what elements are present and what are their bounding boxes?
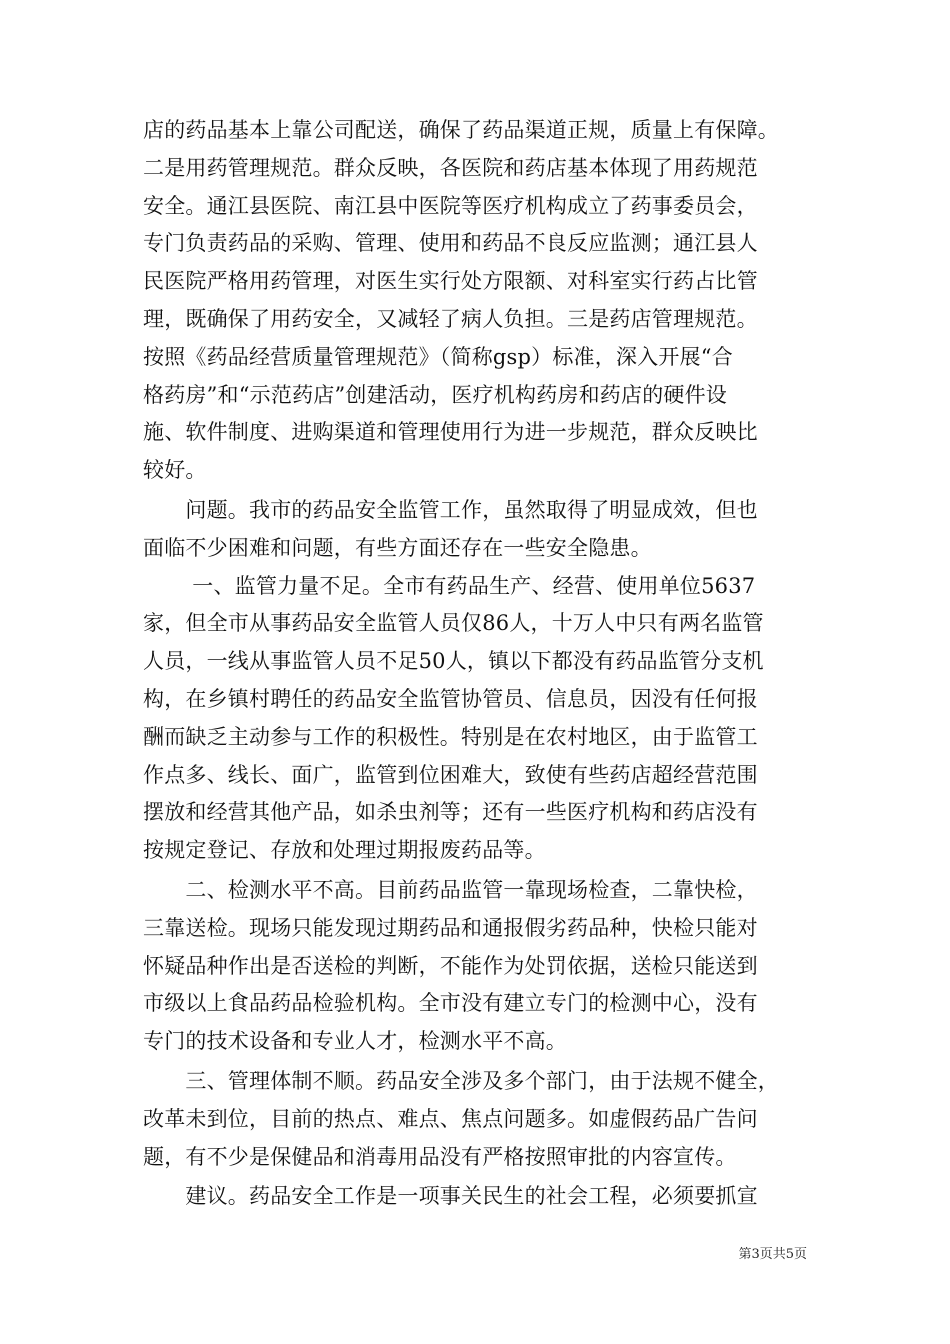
text-line: 家，但全市从事药品安全监管人员仅86人，十万人中只有两名监管 (143, 611, 764, 636)
page-number: 第3页共5页 (738, 1247, 807, 1262)
text-line: 格药房”和“示范药店”创建活动，医疗机构药房和药店的硬件设 (143, 382, 728, 407)
paragraph-testing-level (143, 872, 807, 1061)
text-line: 专门负责药品的采购、管理、使用和药品不良反应监测；通江县人 (143, 231, 758, 256)
text-line: 施、软件制度、进购渠道和管理使用行为进一步规范，群众反映比 (143, 420, 758, 445)
text-line: 构，在乡镇村聘任的药品安全监管协管员、信息员，因没有任何报 (143, 686, 758, 711)
text-line: 一、监管力量不足。全市有药品生产、经营、使用单位5637 (143, 573, 756, 598)
text-line: 按规定登记、存放和处理过期报废药品等。 (143, 838, 546, 863)
paragraph-suggestions (143, 1178, 807, 1216)
text-line: 较好。 (143, 458, 207, 483)
text-line: 问题。我市的药品安全监管工作，虽然取得了明显成效，但也 (143, 497, 758, 522)
text-line: 三靠送检。现场只能发现过期药品和通报假劣药品种，快检只能对 (143, 915, 758, 940)
text-line: 理，既确保了用药安全，又减轻了病人负担。三是药店管理规范。 (143, 306, 758, 331)
paragraph-1 (143, 112, 807, 490)
text-line: 酬而缺乏主动参与工作的积极性。特别是在农村地区，由于监管工 (143, 724, 758, 749)
text-line: 怀疑品种作出是否送检的判断，不能作为处罚依据，送检只能送到 (143, 953, 758, 978)
text-line: 作点多、线长、面广，监管到位困难大，致使有些药店超经营范围 (143, 762, 758, 787)
text-line: 民医院严格用药管理，对医生实行处方限额、对科室实行药占比管 (143, 269, 758, 294)
paragraph-supervision-force (143, 568, 807, 870)
text-line: 三、管理体制不顺。药品安全涉及多个部门，由于法规不健全， (143, 1068, 779, 1093)
paragraph-problems (143, 492, 807, 568)
text-line: 题，有不少是保健品和消毒用品没有严格按照审批的内容宣传。 (143, 1144, 737, 1169)
paragraph-management-system (143, 1063, 807, 1176)
text-line: 面临不少困难和问题，有些方面还存在一些安全隐患。 (143, 535, 652, 560)
text-line: 建议。药品安全工作是一项事关民生的社会工程，必须要抓宣 (143, 1184, 758, 1209)
text-line: 按照《药品经营质量管理规范》（简称gsp）标准，深入开展“合 (143, 344, 733, 369)
text-line: 市级以上食品药品检验机构。全市没有建立专门的检测中心，没有 (143, 991, 758, 1016)
text-line: 专门的技术设备和专业人才，检测水平不高。 (143, 1029, 567, 1054)
text-line: 安全。通江县医院、南江县中医院等医疗机构成立了药事委员会， (143, 193, 758, 218)
document-body (143, 112, 807, 1216)
text-line: 摆放和经营其他产品，如杀虫剂等；还有一些医疗机构和药店没有 (143, 800, 758, 825)
text-line: 二、检测水平不高。目前药品监管一靠现场检查，二靠快检， (143, 877, 758, 902)
text-line: 二是用药管理规范。群众反映，各医院和药店基本体现了用药规范 (143, 155, 758, 180)
text-line: 改革未到位，目前的热点、难点、焦点问题多。如虚假药品广告问 (143, 1106, 758, 1131)
text-line: 店的药品基本上靠公司配送，确保了药品渠道正规，质量上有保障。 (143, 118, 779, 142)
text-line: 人员，一线从事监管人员不足50人，镇以下都没有药品监管分支机 (143, 649, 764, 674)
